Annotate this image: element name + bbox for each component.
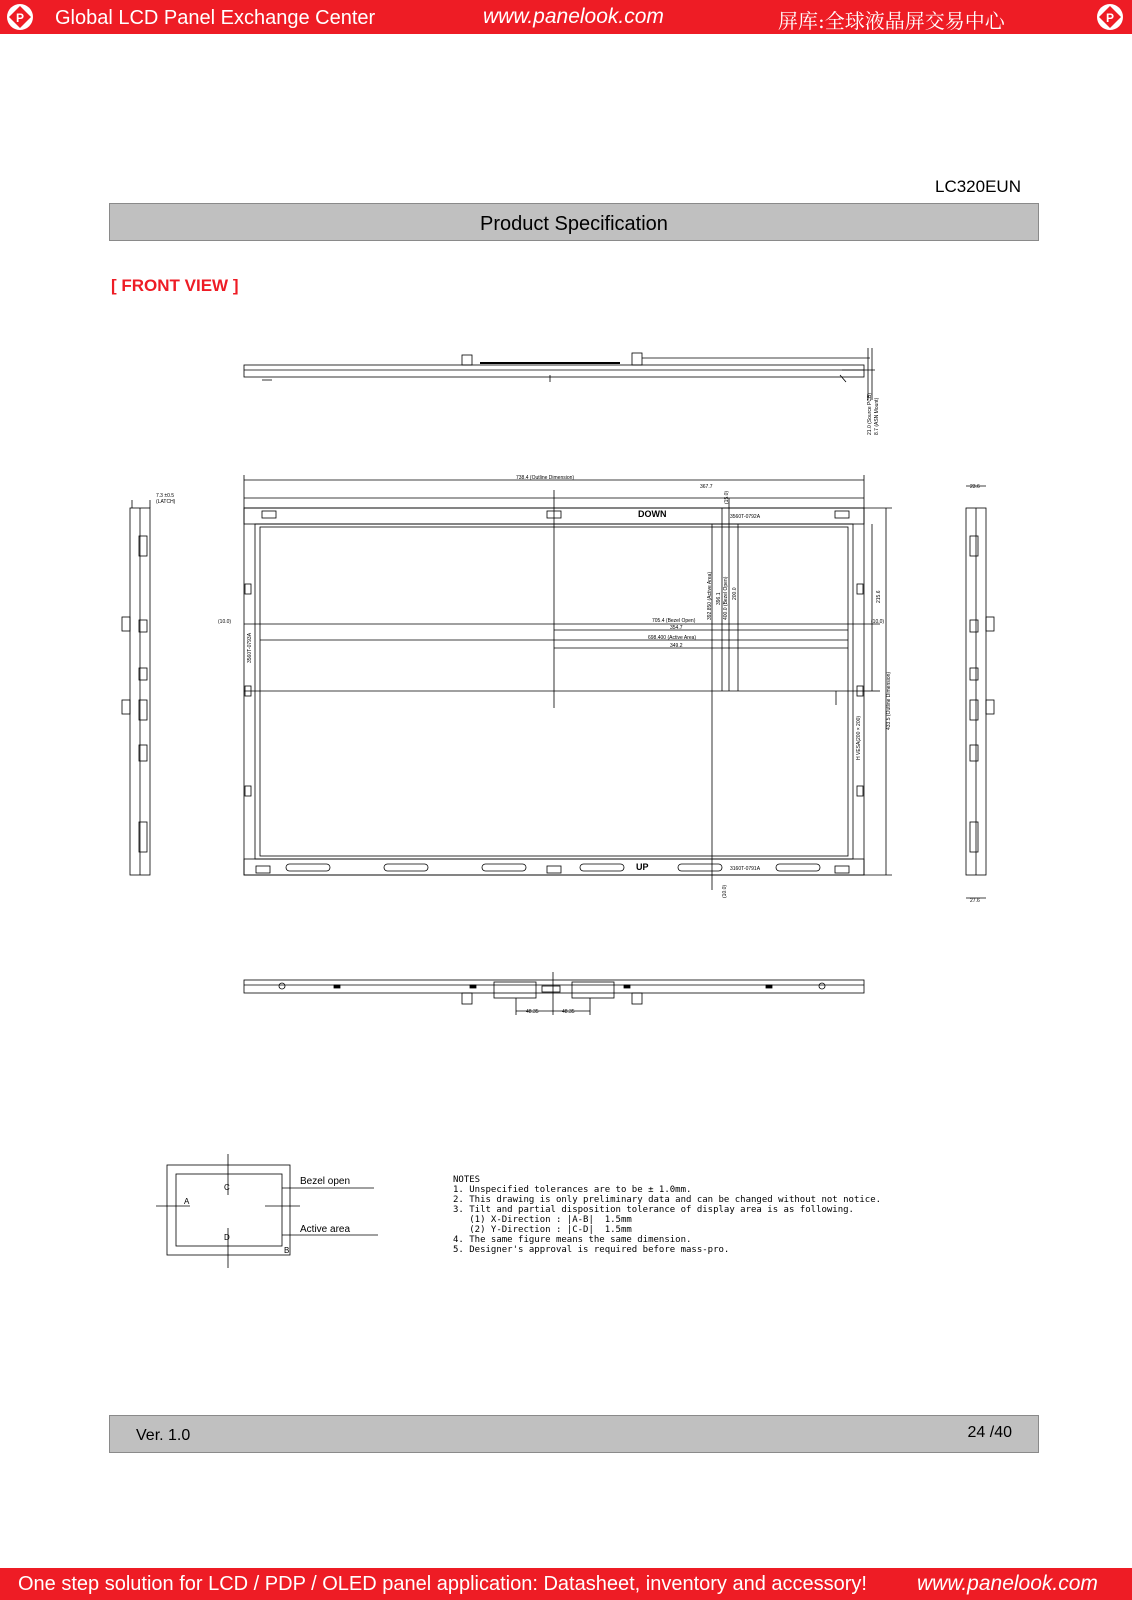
- bezel-open-label: Bezel open: [300, 1176, 351, 1187]
- dim-latch: 7.3 ±0.5: [156, 493, 175, 499]
- dim-active-horizontal: 698.400 (Active Area): [648, 635, 697, 641]
- notes-heading: NOTES: [453, 1175, 481, 1185]
- version-bar: [109, 1415, 1039, 1453]
- label-vesa: H VESA(200 × 200): [856, 715, 862, 760]
- dim-asn-mount: 8.7 (ASN Mount): [874, 397, 880, 435]
- dim-396-1: 396.1: [716, 592, 722, 605]
- dim-latch-label: (LATCH): [156, 499, 176, 505]
- tolerance-figure: [156, 1154, 378, 1268]
- header-left-text: Global LCD Panel Exchange Center: [55, 7, 376, 29]
- dim-bottom-left: 48.35: [526, 1009, 539, 1015]
- model-number: LC320EUN: [935, 177, 1021, 196]
- page-number: 24 /40: [967, 1424, 1012, 1441]
- section-title: [ FRONT VIEW ]: [111, 276, 239, 295]
- dim-10-bottom: (10.0): [722, 884, 728, 898]
- footer-tagline: One step solution for LCD / PDP / OLED panel application: Datasheet, inventory and accessory!: [18, 1573, 867, 1595]
- top-edge-view: [244, 348, 875, 400]
- label-down: DOWN: [638, 509, 667, 519]
- note-line: (2) Y-Direction : |C-D| 1.5mm: [453, 1225, 632, 1235]
- right-side-view: [966, 486, 994, 898]
- svg-text:P: P: [1105, 11, 1115, 25]
- front-panel-outline: [244, 475, 892, 890]
- top-bar-features: [262, 511, 849, 518]
- bottom-bar-slots: [256, 864, 849, 873]
- dim-right-bottom: 27.6: [970, 898, 980, 904]
- dim-outline-vertical: 433.5 (Outline Dimension): [886, 671, 892, 730]
- header-url-link[interactable]: www.panelook.com: [483, 5, 664, 28]
- dim-354-7: 354.7: [670, 625, 683, 631]
- dim-215-6: 215.6: [876, 590, 882, 603]
- footer-url-link[interactable]: www.panelook.com: [917, 1572, 1098, 1595]
- letter-d: D: [224, 1233, 230, 1242]
- notes-block: [453, 1175, 881, 1255]
- dim-bezel-vertical: 400.0 (Bezel Open): [723, 576, 729, 620]
- letter-c: C: [224, 1183, 230, 1192]
- note-line: 3. Tilt and partial disposition tolerance of display area is as following.: [453, 1205, 854, 1215]
- left-side-view: [122, 500, 150, 875]
- dim-367-7: 367.7: [700, 484, 713, 490]
- part-number-bottom: 3160T-0791A: [730, 866, 761, 872]
- svg-text:P: P: [15, 11, 25, 25]
- dim-15-0: (15.0): [724, 490, 730, 504]
- note-line: 1. Unspecified tolerances are to be ± 1.0mm.: [453, 1185, 692, 1195]
- note-line: 5. Designer's approval is required before mass-pro.: [453, 1245, 730, 1255]
- version-label: Ver. 1.0: [136, 1427, 191, 1444]
- letter-b: B: [284, 1246, 290, 1255]
- dim-10-right: (10.0): [871, 619, 885, 625]
- dim-source-pcb: 21.0 (Source PCB): [867, 393, 873, 435]
- header-right-text: 屏库:全球液晶屏交易中心: [778, 9, 1005, 33]
- dim-10-left: (10.0): [218, 619, 232, 625]
- footer-banner: [0, 1568, 1132, 1600]
- part-number-side: 3560T-0793A: [247, 632, 253, 663]
- dim-active-vertical: 392.850 (Active Area): [707, 571, 713, 620]
- note-line: 2. This drawing is only preliminary data and can be changed without not notice.: [453, 1195, 882, 1205]
- note-line: (1) X-Direction : |A-B| 1.5mm: [453, 1215, 632, 1225]
- dim-bottom-right: 48.35: [562, 1009, 575, 1015]
- bottom-edge-view: [244, 972, 864, 1015]
- part-number-top: 3560T-0792A: [730, 514, 761, 520]
- dim-200: 200.0: [732, 587, 738, 600]
- label-up: UP: [636, 862, 649, 872]
- spec-title: Product Specification: [480, 213, 668, 235]
- dim-right-top: 23.6: [970, 484, 980, 490]
- dim-349-2: 349.2: [670, 643, 683, 649]
- dim-bezel-horizontal: 705.4 (Bezel Open): [652, 618, 696, 624]
- note-line: 4. The same figure means the same dimension.: [453, 1235, 692, 1245]
- active-area-label: Active area: [300, 1224, 351, 1235]
- letter-a: A: [184, 1197, 190, 1206]
- dim-outline-width: 738.4 (Outline Dimension): [516, 475, 575, 481]
